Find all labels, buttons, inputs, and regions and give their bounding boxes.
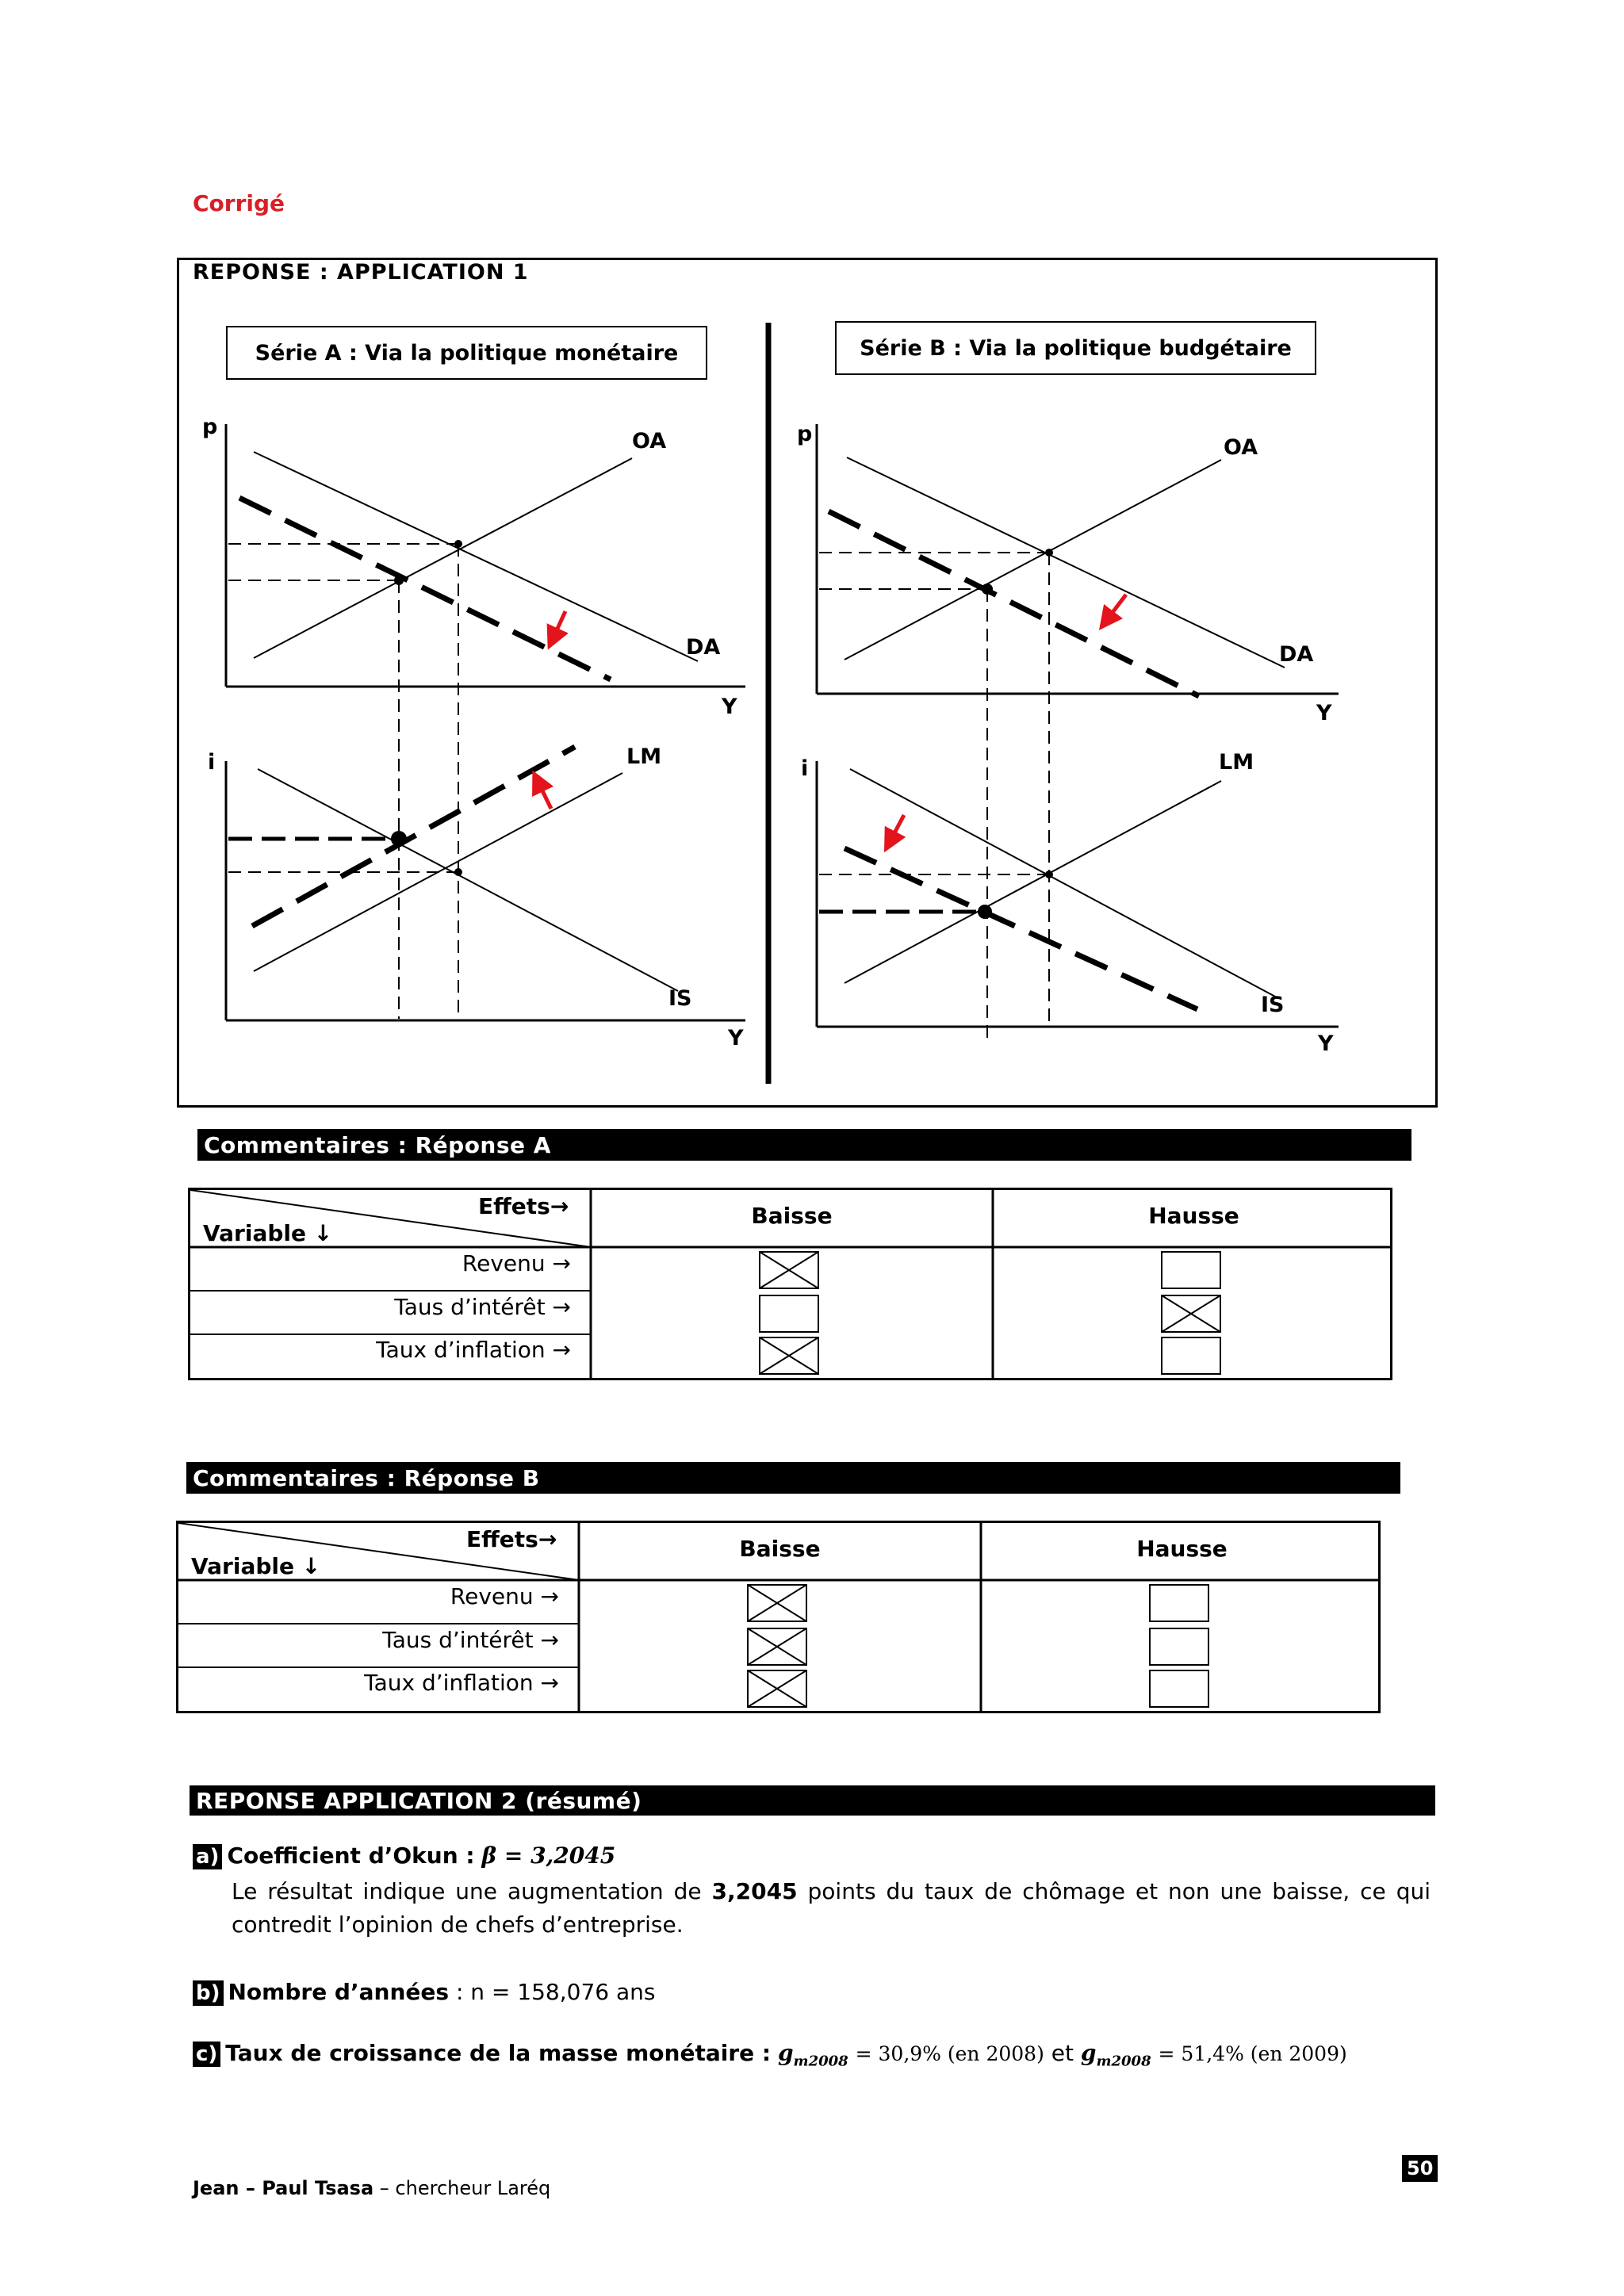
shift-arrow xyxy=(890,815,904,842)
effets-header: Effets→ xyxy=(466,1526,557,1552)
row-revenu: Revenu → xyxy=(450,1583,559,1609)
oa-curve xyxy=(254,458,632,658)
row-taux-inflation: Taux d’inflation → xyxy=(364,1670,559,1696)
croissance-2009: = 51,4% (en 2009) xyxy=(1158,2042,1347,2065)
comment-b-bar: Commentaires : Réponse B xyxy=(186,1462,1400,1494)
et-word: et xyxy=(1051,2040,1074,2066)
corrige-heading: Corrigé xyxy=(193,190,285,216)
okun-text-1: Le résultat indique une augmentation de xyxy=(232,1878,702,1904)
oa-curve xyxy=(845,460,1221,660)
variable-header: Variable ↓ xyxy=(191,1553,321,1579)
y-label: Y xyxy=(1318,1031,1334,1056)
croissance-2008: = 30,9% (en 2008) xyxy=(855,2042,1044,2065)
row-taux-interet: Taus d’intérêt → xyxy=(382,1627,559,1653)
is-curve xyxy=(850,769,1277,997)
row-taux-interet: Taus d’intérêt → xyxy=(394,1294,571,1320)
baisse-checkbox-3 xyxy=(748,1670,806,1707)
serie-b-label: Série B : Via la politique budgétaire xyxy=(835,321,1316,375)
g-subscript-2: m2008 xyxy=(1096,2053,1151,2070)
hausse-checkbox-1 xyxy=(1150,1585,1208,1621)
is-curve xyxy=(258,769,678,991)
okun-value: 3,2045 xyxy=(711,1878,798,1904)
item-c xyxy=(193,2040,1347,2070)
shift-arrow xyxy=(1106,595,1126,621)
badge-b: b) xyxy=(193,1980,224,2006)
comment-a-bar: Commentaires : Réponse A xyxy=(197,1129,1411,1161)
y-label: Y xyxy=(1316,701,1332,725)
is-label: IS xyxy=(1261,993,1285,1017)
baisse-checkbox-2 xyxy=(760,1295,818,1332)
is-lm-diagrams xyxy=(0,0,1624,1110)
g-subscript-1: m2008 xyxy=(793,2053,848,2070)
da-label: DA xyxy=(1279,642,1314,667)
g-symbol-1: g xyxy=(777,2040,794,2066)
row-revenu: Revenu → xyxy=(462,1250,571,1276)
shift-arrow xyxy=(553,611,565,639)
okun-paragraph xyxy=(232,1875,1431,1942)
is-shifted-curve xyxy=(845,848,1197,1009)
p-label: p xyxy=(202,415,218,439)
da-shifted-curve xyxy=(239,498,611,679)
hausse-checkbox-3 xyxy=(1162,1337,1220,1374)
hausse-checkbox-3 xyxy=(1150,1670,1208,1707)
y-label: Y xyxy=(728,1026,744,1050)
okun-text-2: points du taux de chômage et non une baisse, ce qui contredit l’opinion de chefs d’entreprise. xyxy=(232,1878,1431,1938)
effets-header: Effets→ xyxy=(478,1193,569,1219)
hausse-header: Hausse xyxy=(1148,1203,1239,1229)
oa-label: OA xyxy=(632,429,667,453)
badge-c: c) xyxy=(193,2042,220,2067)
serie-a-is-lm-chart xyxy=(208,744,745,1050)
comment-a-table xyxy=(188,1188,1392,1380)
lm-label: LM xyxy=(626,744,662,769)
lm-curve xyxy=(845,781,1221,983)
hausse-checkbox-2 xyxy=(1162,1295,1220,1332)
baisse-checkbox-3 xyxy=(760,1337,818,1374)
application-1-title: REPONSE : APPLICATION 1 xyxy=(193,260,529,285)
serie-a-price-output-chart xyxy=(202,415,745,1019)
oa-label: OA xyxy=(1224,435,1258,460)
annees-value: : n = 158,076 ans xyxy=(455,1979,656,2005)
comment-b-table xyxy=(176,1521,1381,1713)
footer xyxy=(193,2177,550,2199)
variable-header: Variable ↓ xyxy=(203,1220,333,1246)
page-number: 50 xyxy=(1402,2155,1438,2182)
item-b xyxy=(193,1979,655,2006)
i-label: i xyxy=(208,750,216,775)
okun-title: Coefficient d’Okun : xyxy=(227,1843,475,1869)
da-curve xyxy=(847,457,1285,668)
serie-b-price-output-chart xyxy=(797,422,1339,1039)
croissance-title: Taux de croissance de la masse monétaire : xyxy=(225,2040,772,2066)
comment-a-checkboxes xyxy=(190,1190,1390,1378)
baisse-header: Baisse xyxy=(751,1203,833,1229)
baisse-checkbox-2 xyxy=(748,1628,806,1665)
baisse-header: Baisse xyxy=(739,1536,821,1562)
i-label: i xyxy=(801,756,809,781)
item-a xyxy=(193,1843,615,1869)
da-curve xyxy=(254,452,698,661)
footer-role: – chercheur Laréq xyxy=(379,2177,551,2199)
serie-b-is-lm-chart xyxy=(801,750,1339,1056)
g-symbol-2: g xyxy=(1080,2040,1097,2066)
comment-b-checkboxes xyxy=(178,1523,1378,1711)
p-label: p xyxy=(797,422,813,446)
annees-title: Nombre d’années xyxy=(228,1979,450,2005)
application-2-bar: REPONSE APPLICATION 2 (résumé) xyxy=(190,1785,1435,1816)
hausse-checkbox-2 xyxy=(1150,1628,1208,1665)
lm-label: LM xyxy=(1219,750,1254,775)
da-label: DA xyxy=(686,635,721,660)
y-label: Y xyxy=(722,695,737,719)
serie-a-label: Série A : Via la politique monétaire xyxy=(226,326,707,380)
row-taux-inflation: Taux d’inflation → xyxy=(376,1337,571,1363)
da-shifted-curve xyxy=(829,511,1199,696)
footer-author: Jean – Paul Tsasa xyxy=(193,2177,374,2199)
okun-formula: β = 3,2045 xyxy=(481,1843,616,1869)
badge-a: a) xyxy=(193,1844,222,1869)
hausse-checkbox-1 xyxy=(1162,1252,1220,1288)
baisse-checkbox-1 xyxy=(760,1252,818,1288)
hausse-header: Hausse xyxy=(1136,1536,1228,1562)
shift-arrow xyxy=(538,781,551,809)
lm-shifted-curve xyxy=(252,747,575,926)
is-label: IS xyxy=(668,986,692,1011)
baisse-checkbox-1 xyxy=(748,1585,806,1621)
